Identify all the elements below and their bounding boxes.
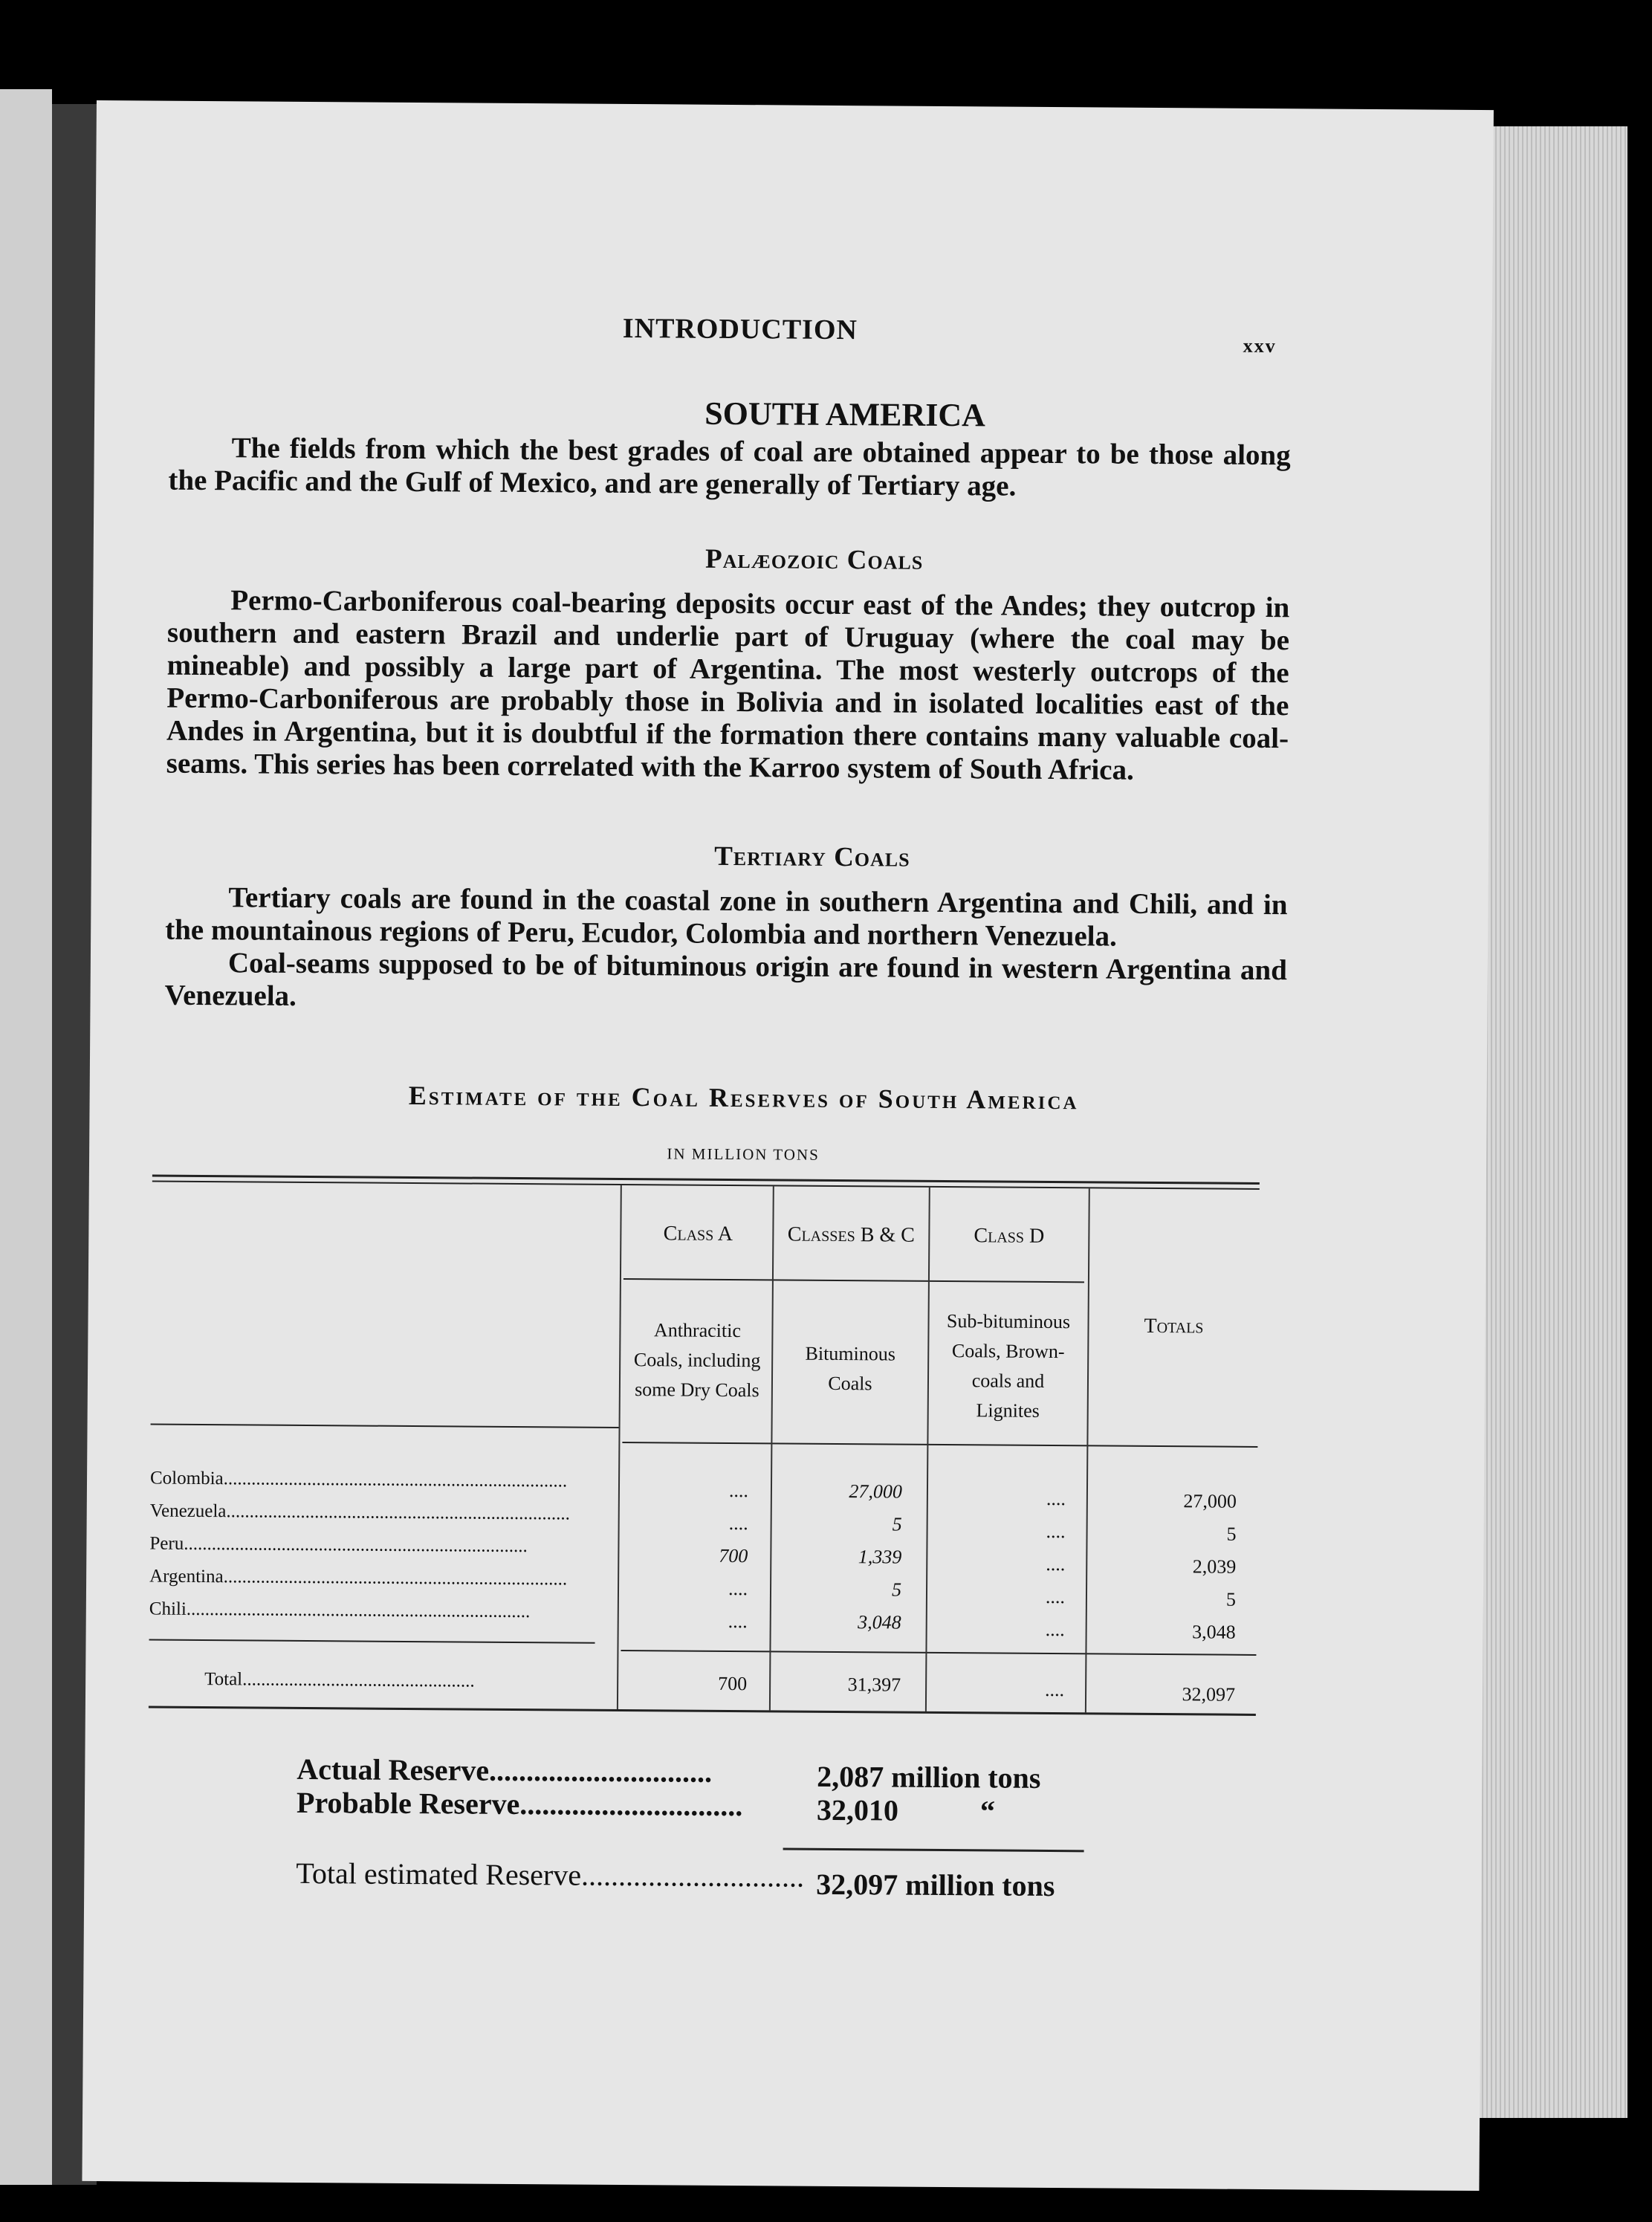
- stub-total-rule: [149, 1639, 595, 1644]
- row-class-bc: 1,339: [858, 1546, 902, 1568]
- probable-reserve-value: 32,010: [816, 1792, 899, 1827]
- row-class-d: ....: [1045, 1585, 1066, 1608]
- row-class-bc: 5: [892, 1513, 902, 1535]
- total-row-label: Total..................................................: [204, 1669, 475, 1691]
- page-stack-edge: [1479, 126, 1627, 2118]
- page-number: xxv: [1243, 334, 1277, 357]
- row-class-a: ....: [728, 1610, 748, 1633]
- intro-paragraph: The fields from which the best grades of coal are obtained appear to be those along the Pacific and the Gulf of Mexico, and are generally of Tertiary age.: [168, 432, 1291, 502]
- tertiary-paragraph: Tertiary coals are found in the coastal zone in southern Argentina and Chili, and in the mountainous regions of Peru, Ecudor, Colombia and northern Venezuela. Coal-seams supposed to be of bituminous origin are found in western Argentina and Venezuela.: [164, 881, 1288, 1012]
- table-unit: IN MILLION TONS: [667, 1144, 820, 1164]
- ditto-mark: “: [979, 1794, 996, 1828]
- book-page: [82, 100, 1494, 2191]
- facing-page-edge: [0, 89, 52, 2185]
- class-rule: [623, 1278, 1084, 1283]
- total-totals: 32,097: [1182, 1683, 1236, 1706]
- table-title: Estimate of the Coal Reserves of South America: [408, 1080, 1079, 1115]
- palaeozoic-heading: Palæozoic Coals: [704, 543, 924, 576]
- col-bc-desc: Bituminous Coals: [805, 1342, 896, 1395]
- row-total: 3,048: [1192, 1621, 1236, 1643]
- col-a-desc: Anthracitic Coals, including some Dry Coals: [633, 1319, 761, 1402]
- stub-head-rule: [151, 1424, 619, 1428]
- row-total: 27,000: [1183, 1490, 1237, 1512]
- row-total: 2,039: [1192, 1555, 1237, 1578]
- actual-reserve-label: Actual Reserve..............................: [297, 1752, 713, 1789]
- total-a: 700: [718, 1672, 748, 1695]
- total-d: ....: [1045, 1678, 1065, 1701]
- total-rule: [621, 1650, 1256, 1656]
- row-label: Colombia..........................................................................: [149, 1468, 568, 1491]
- row-class-bc: 3,048: [858, 1611, 901, 1633]
- running-title: INTRODUCTION: [622, 312, 858, 346]
- row-class-a: ....: [728, 1577, 748, 1600]
- row-class-d: ....: [1045, 1618, 1065, 1641]
- summary-rule: [783, 1848, 1084, 1853]
- row-class-bc: 27,000: [849, 1480, 903, 1503]
- col-class-a: Class A: [663, 1222, 733, 1246]
- total-bc: 31,397: [847, 1674, 901, 1696]
- row-class-bc: 5: [891, 1578, 902, 1601]
- table-bottom-rule: [149, 1706, 1256, 1716]
- row-class-d: ....: [1046, 1552, 1066, 1575]
- col-totals: Totals: [1144, 1314, 1204, 1338]
- tertiary-heading: Tertiary Coals: [714, 840, 910, 873]
- row-label: Venezuela..........................................................................: [149, 1500, 571, 1524]
- actual-reserve-value: 2,087 million tons: [817, 1759, 1041, 1795]
- total-reserve-label: Total estimated Reserve..............................: [296, 1856, 805, 1894]
- palaeozoic-paragraph: Permo-Carboniferous coal-bearing deposits occur east of the Andes; they outcrop in southern and eastern Brazil and underlie part of Uruguay (where the coal may be mineable) and possibly a large part of Argentina. The most westerly outcrops of the Permo-Carboniferous are probably those in Bolivia and in isolated localities east of the Andes in Argentina, but it is doubtful if the formation there contains many valuable coal-seams. This series has been correlated with the Karroo system of South Africa.: [166, 584, 1290, 786]
- probable-reserve-label: Probable Reserve..............................: [296, 1785, 743, 1823]
- row-total: 5: [1225, 1588, 1237, 1610]
- col-class-d: Class D: [974, 1224, 1045, 1248]
- section-title: SOUTH AMERICA: [704, 395, 986, 434]
- row-label: Chili..........................................................................: [149, 1599, 531, 1622]
- row-class-a: ....: [728, 1479, 749, 1502]
- row-total: 5: [1226, 1523, 1237, 1545]
- total-reserve-value: 32,097 million tons: [816, 1867, 1055, 1903]
- row-label: Argentina..........................................................................: [149, 1566, 568, 1590]
- row-label: Peru..........................................................................: [149, 1533, 528, 1557]
- header-bottom-rule: [622, 1442, 1257, 1448]
- row-class-d: ....: [1046, 1520, 1066, 1543]
- row-class-a: 700: [719, 1544, 748, 1567]
- col-d-desc: Sub-bituminous Coals, Brown- coals and Lignites: [946, 1310, 1071, 1422]
- row-class-d: ....: [1046, 1487, 1066, 1510]
- row-class-a: ....: [728, 1512, 748, 1535]
- col-class-bc: Classes B & C: [787, 1222, 916, 1247]
